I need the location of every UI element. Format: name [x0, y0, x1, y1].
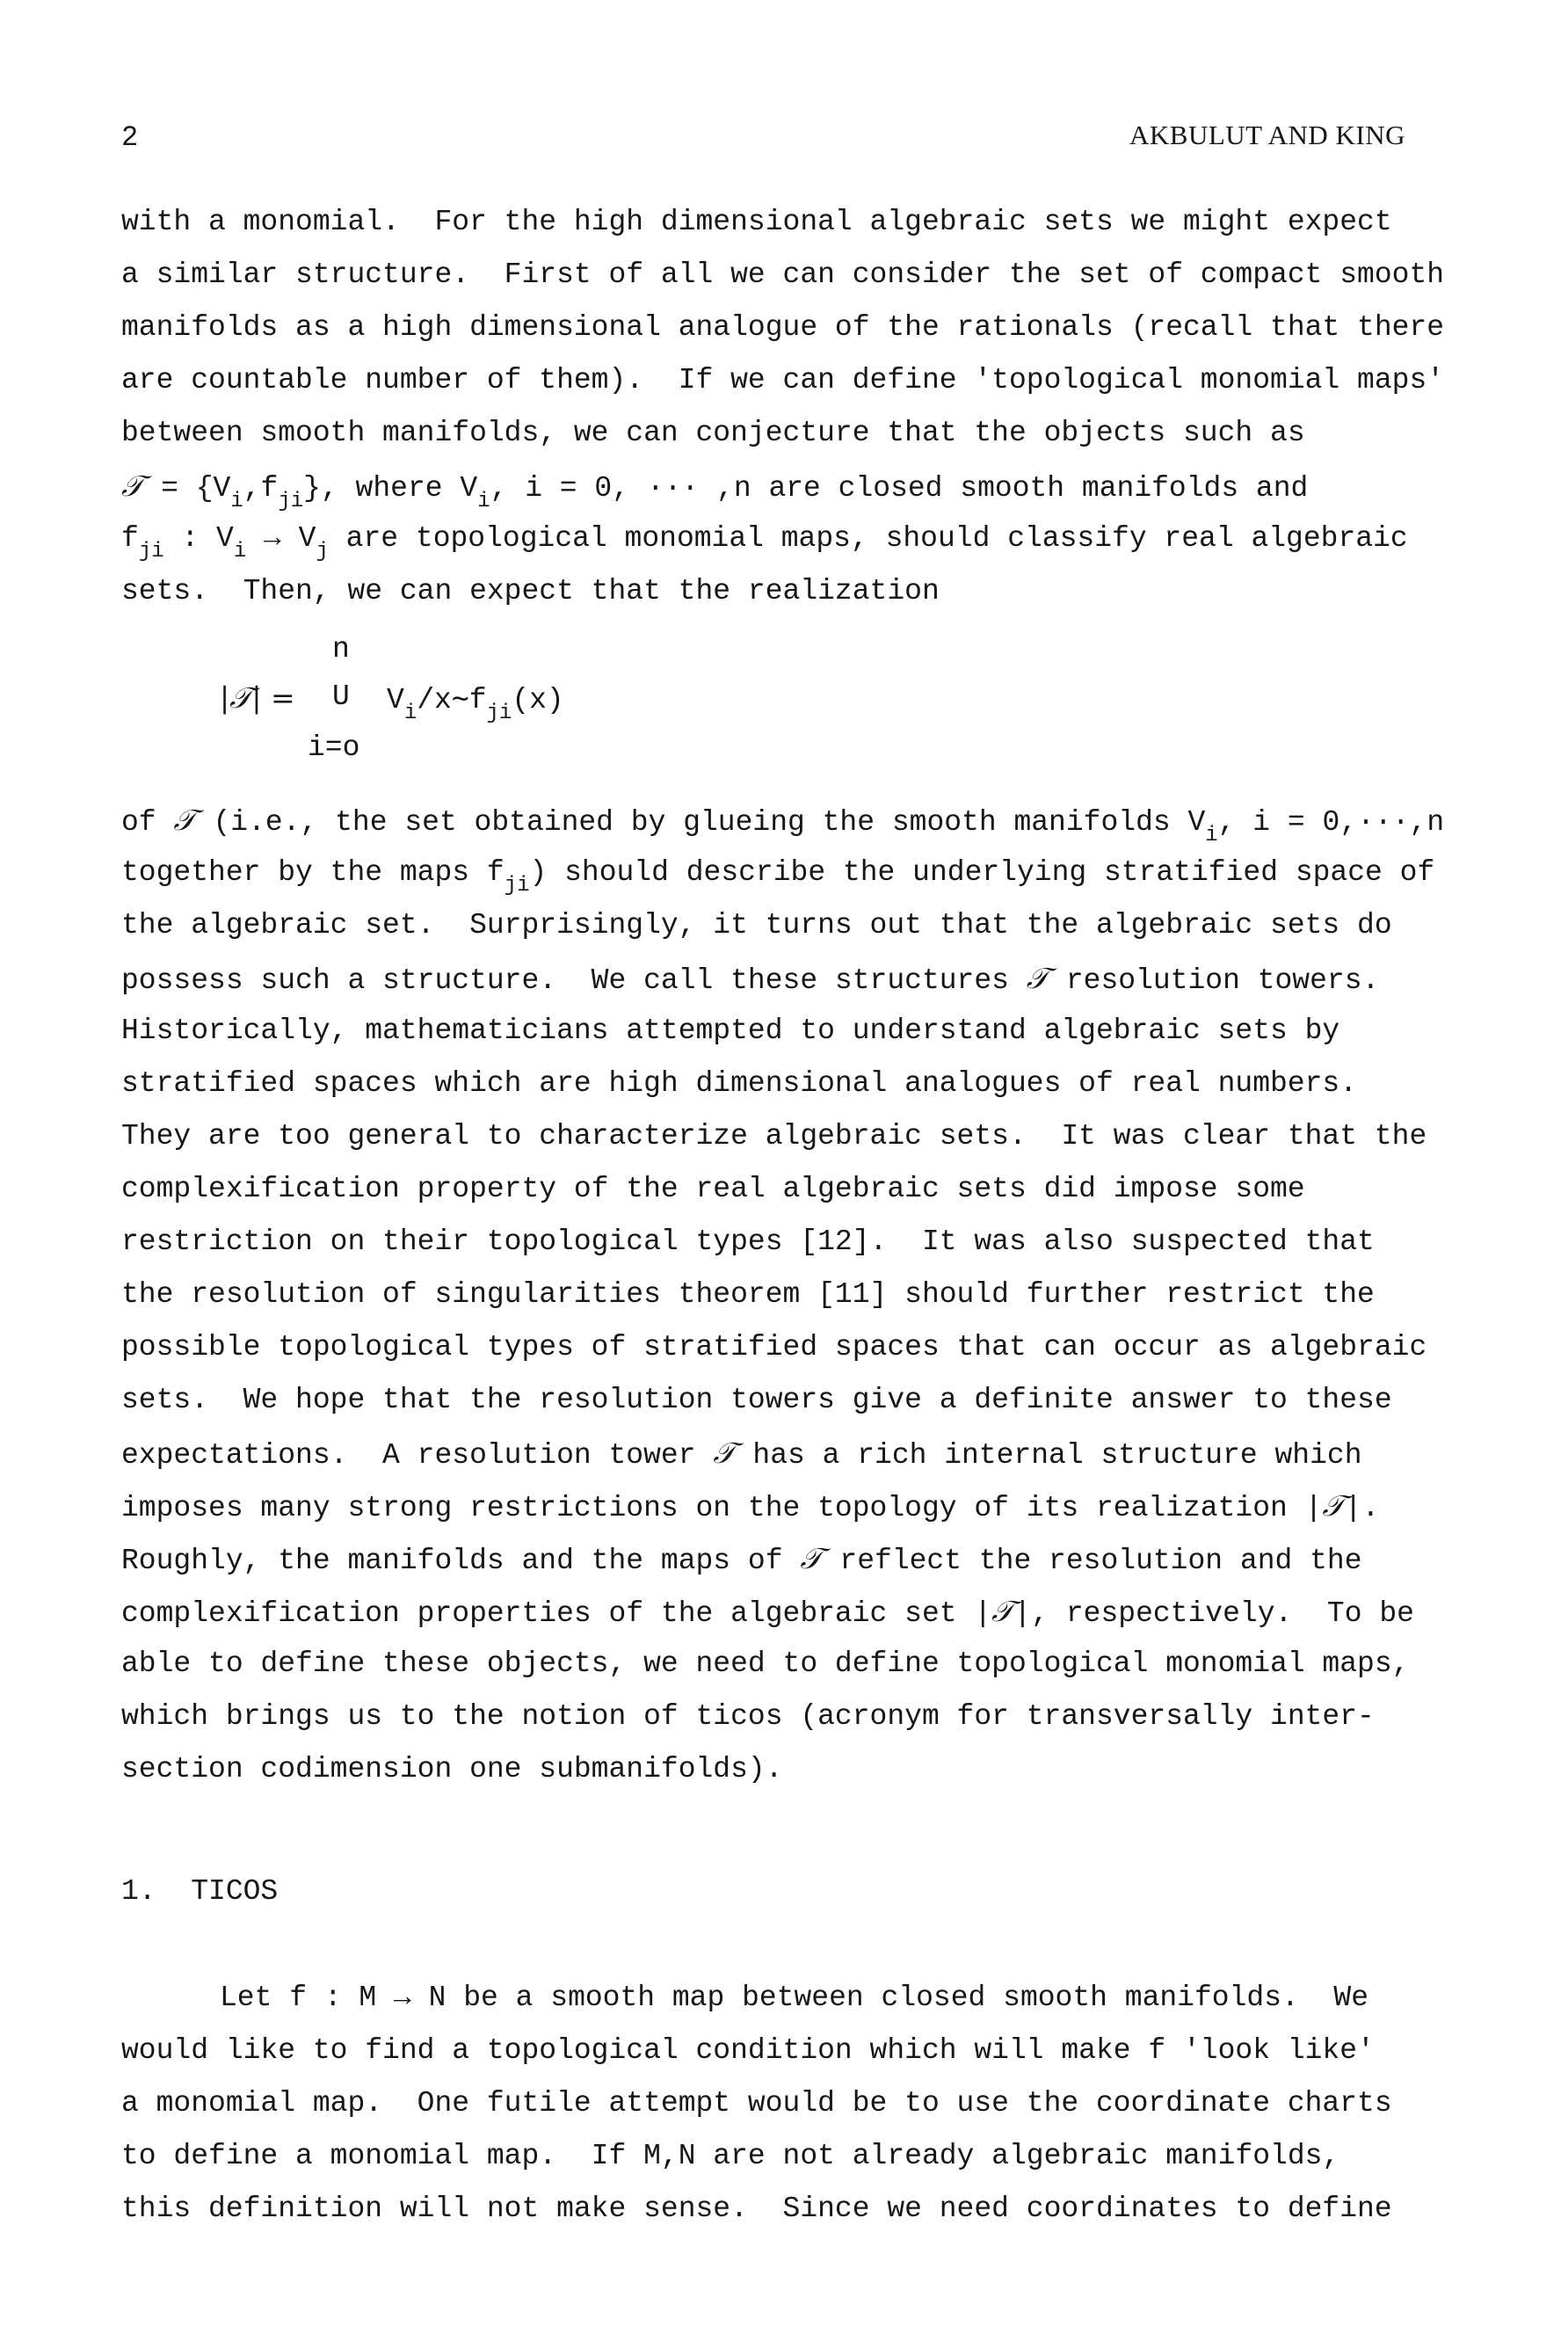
text-fragment: → V	[246, 522, 316, 555]
text-line: a monomial map. One futile attempt would be to use the coordinate charts	[121, 2087, 1392, 2120]
text-line	[121, 1488, 1379, 1526]
text-line: They are too general to characterize algebraic sets. It was clear that the	[121, 1120, 1427, 1153]
text-line	[121, 469, 1309, 513]
subscript: ji	[278, 490, 304, 513]
text-line	[121, 855, 1435, 898]
text-fragment: = {V	[143, 472, 231, 505]
text-line: this definition will not make sense. Since we need coordinates to define	[121, 2193, 1392, 2225]
text-fragment: resolution towers.	[1049, 964, 1380, 997]
text-fragment: imposes many strong restrictions on the topology of its realization |	[121, 1492, 1323, 1524]
text-line: which brings us to the notion of ticos (acronym for transversally inter-	[121, 1700, 1375, 1733]
script-t-symbol: 𝒯	[800, 1541, 823, 1575]
text-line	[121, 803, 1445, 847]
text-fragment: , i = 0, ··· ,n are closed smooth manifolds and	[490, 472, 1309, 505]
text-line: Historically, mathematicians attempted to understand algebraic sets by	[121, 1015, 1340, 1047]
text-line	[121, 1436, 1362, 1473]
running-head: AKBULUT AND KING	[1129, 120, 1405, 150]
script-t-symbol: 𝒯	[713, 1436, 736, 1470]
text-fragment: expectations. A resolution tower	[121, 1439, 714, 1472]
text-line	[121, 961, 1379, 999]
union-upper-limit: n	[332, 633, 350, 665]
formula-lhs: |𝒯| =	[220, 680, 295, 715]
text-line: section codimension one submanifolds).	[121, 1753, 783, 1785]
subscript: j	[316, 540, 329, 564]
text-line: the algebraic set. Surprisingly, it turns out that the algebraic sets do	[121, 909, 1392, 942]
text-fragment: complexification properties of the algebraic set |	[121, 1597, 992, 1630]
text-fragment: are topological monomial maps, should classify real algebraic	[328, 522, 1408, 555]
union-symbol: U	[332, 680, 350, 713]
subscript: i	[233, 540, 247, 564]
realization-formula	[220, 633, 747, 774]
text-fragment: /x∼f	[417, 684, 487, 716]
formula-body	[387, 680, 564, 725]
text-line	[121, 1541, 1362, 1579]
text-line	[121, 1594, 1414, 1632]
text-line: possible topological types of stratified spaces that can occur as algebraic	[121, 1331, 1427, 1364]
text-fragment: ,f	[243, 472, 279, 505]
text-fragment: has a rich internal structure which	[735, 1439, 1362, 1472]
text-fragment: , i = 0,···,n	[1217, 806, 1445, 839]
script-t-symbol: 𝒯	[121, 469, 144, 503]
text-line: complexification property of the real algebraic sets did impose some	[121, 1173, 1305, 1205]
text-line: would like to find a topological condition which will make f 'look like'	[121, 2034, 1375, 2067]
text-fragment: of	[121, 806, 174, 839]
text-line: sets. We hope that the resolution towers give a definite answer to these	[121, 1384, 1392, 1416]
page-number: 2	[121, 121, 139, 154]
text-line: to define a monomial map. If M,N are not already algebraic manifolds,	[121, 2140, 1340, 2172]
text-fragment: (i.e., the set obtained by glueing the smooth manifolds V	[195, 806, 1206, 839]
text-line	[121, 521, 1408, 564]
subscript: ji	[138, 540, 164, 564]
subscript: i	[230, 490, 243, 513]
script-t-symbol: 𝒯	[1026, 961, 1049, 995]
text-line: sets. Then, we can expect that the realization	[121, 575, 940, 607]
text-fragment: }, where V	[303, 472, 478, 505]
text-line: Let f : M → N be a smooth map between closed smooth manifolds. We	[220, 1982, 1369, 2014]
subscript: ji	[504, 874, 530, 898]
subscript: i	[477, 490, 490, 513]
subscript: i	[403, 702, 417, 725]
subscript: ji	[486, 702, 512, 725]
text-fragment: Roughly, the manifolds and the maps of	[121, 1545, 801, 1577]
text-line: manifolds as a high dimensional analogue of the rationals (recall that there	[121, 311, 1445, 344]
text-fragment: together by the maps f	[121, 856, 505, 889]
text-fragment: |, respectively. To be	[1013, 1597, 1414, 1630]
text-line: stratified spaces which are high dimensional analogues of real numbers.	[121, 1067, 1358, 1100]
text-fragment: |.	[1344, 1492, 1380, 1524]
section-heading: 1. TICOS	[121, 1875, 279, 1908]
text-fragment: : V	[163, 522, 234, 555]
text-line: able to define these objects, we need to define topological monomial maps,	[121, 1647, 1410, 1680]
text-line: restriction on their topological types [12]. It was also suspected that	[121, 1225, 1375, 1258]
union-lower-limit: i=o	[308, 731, 360, 764]
script-t-symbol: 𝒯	[1322, 1488, 1345, 1523]
text-fragment: reflect the resolution and the	[822, 1545, 1362, 1577]
text-fragment: V	[387, 684, 404, 716]
text-line: are countable number of them). If we can define 'topological monomial maps'	[121, 364, 1445, 396]
text-fragment: possess such a structure. We call these structures	[121, 964, 1027, 997]
text-line: a similar structure. First of all we can consider the set of compact smooth	[121, 258, 1445, 291]
text-line: between smooth manifolds, we can conjecture that the objects such as	[121, 417, 1305, 449]
text-line: with a monomial. For the high dimensional algebraic sets we might expect	[121, 206, 1392, 238]
text-fragment: ) should describe the underlying stratified space of	[529, 856, 1435, 889]
script-t-symbol: 𝒯	[991, 1594, 1014, 1628]
text-line: the resolution of singularities theorem [11] should further restrict the	[121, 1278, 1375, 1311]
text-fragment: f	[121, 522, 139, 555]
script-t-symbol: 𝒯	[173, 803, 196, 837]
text-fragment: (x)	[512, 684, 564, 716]
subscript: i	[1205, 824, 1218, 847]
